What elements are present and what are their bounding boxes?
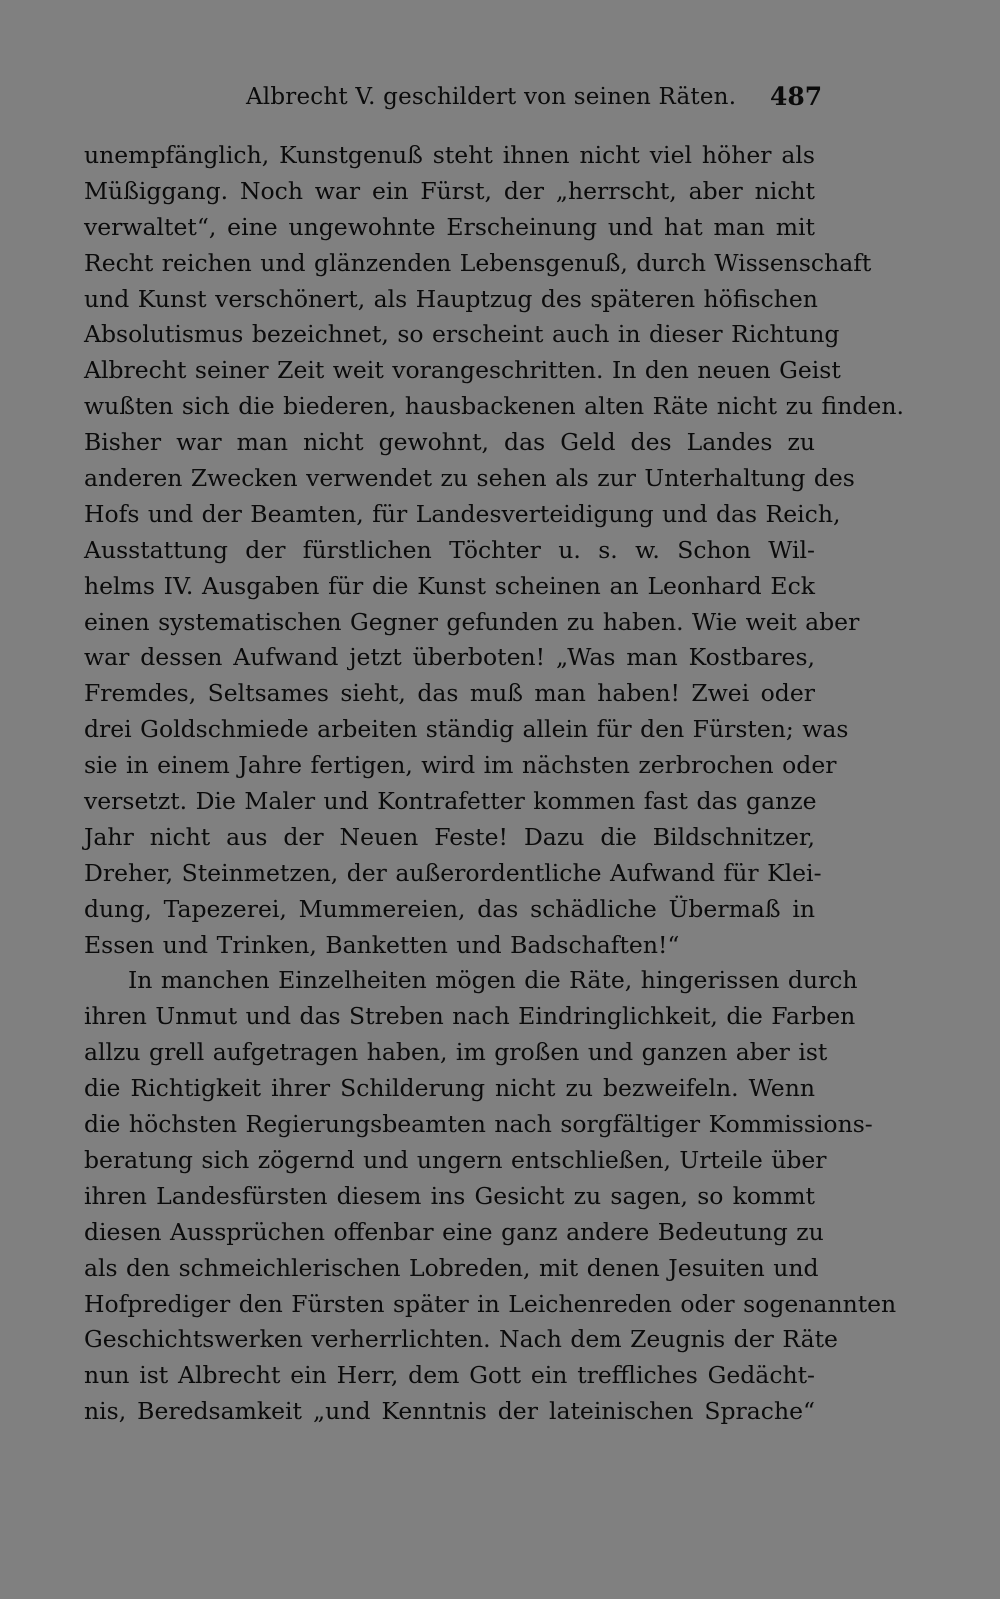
text-line: nun ist Albrecht ein Herr, dem Gott ein treffliches Gedächt- bbox=[84, 1361, 815, 1390]
text-line: diesen Aussprüchen offenbar eine ganz andere Bedeutung zu bbox=[84, 1217, 824, 1246]
text-line: als den schmeichlerischen Lobreden, mit denen Jesuiten und bbox=[84, 1253, 819, 1282]
text-line: dung, Tapezerei, Mummereien, das schädliche Übermaß in bbox=[84, 894, 815, 923]
text-line: sie in einem Jahre fertigen, wird im nächsten zerbrochen oder bbox=[84, 751, 837, 780]
paragraph-end-line: Essen und Trinken, Banketten und Badschaften!“ bbox=[84, 930, 680, 959]
text-line: ihren Landesfürsten diesem ins Gesicht zu sagen, so kommt bbox=[84, 1181, 815, 1210]
body-text bbox=[84, 138, 904, 1430]
paragraph-start-line: In manchen Einzelheiten mögen die Räte, hingerissen durch bbox=[128, 966, 858, 995]
text-line: die Richtigkeit ihrer Schilderung nicht zu bezweifeln. Wenn bbox=[84, 1074, 815, 1103]
text-line: Bisher war man nicht gewohnt, das Geld des Landes zu bbox=[84, 428, 815, 457]
text-line: Hofprediger den Fürsten später in Leichenreden oder sogenannten bbox=[84, 1289, 897, 1318]
text-line: unempfänglich, Kunstgenuß steht ihnen nicht viel höher als bbox=[84, 141, 815, 169]
text-line: Albrecht seiner Zeit weit vorangeschritten. In den neuen Geist bbox=[84, 356, 841, 385]
text-line: verwaltet“, eine ungewohnte Erscheinung und hat man mit bbox=[84, 212, 815, 241]
text-line: helms IV. Ausgaben für die Kunst scheinen an Leonhard Eck bbox=[84, 571, 815, 600]
text-line: die höchsten Regierungsbeamten nach sorgfältiger Kommissions- bbox=[84, 1110, 873, 1139]
text-line: wußten sich die biederen, hausbackenen alten Räte nicht zu finden. bbox=[84, 392, 904, 421]
text-line: Hofs und der Beamten, für Landesverteidigung und das Reich, bbox=[84, 499, 841, 528]
text-line: Dreher, Steinmetzen, der außerordentliche Aufwand für Klei- bbox=[84, 858, 822, 887]
text-line: Recht reichen und glänzenden Lebensgenuß, durch Wissenschaft bbox=[84, 248, 872, 277]
page-number: 487 bbox=[770, 82, 823, 111]
text-line: Ausstattung der fürstlichen Töchter u. s. w. Schon Wil- bbox=[84, 535, 815, 564]
text-line: anderen Zwecken verwendet zu sehen als zur Unterhaltung des bbox=[84, 464, 855, 493]
text-line: nis, Beredsamkeit „und Kenntnis der lateinischen Sprache“ bbox=[84, 1397, 815, 1426]
text-line: drei Goldschmiede arbeiten ständig allein für den Fürsten; was bbox=[84, 715, 849, 744]
text-line: war dessen Aufwand jetzt überboten! „Was man Kostbares, bbox=[84, 643, 815, 672]
text-line: allzu grell aufgetragen haben, im großen und ganzen aber ist bbox=[84, 1038, 828, 1067]
text-line: und Kunst verschönert, als Hauptzug des späteren höfischen bbox=[84, 284, 818, 313]
running-title: Albrecht V. geschildert von seinen Räten. bbox=[246, 84, 737, 110]
text-line: Müßiggang. Noch war ein Fürst, der „herrscht, aber nicht bbox=[84, 176, 815, 205]
text-line: beratung sich zögernd und ungern entschließen, Urteile über bbox=[84, 1145, 827, 1174]
text-line: Geschichtswerken verherrlichten. Nach dem Zeugnis der Räte bbox=[84, 1325, 838, 1354]
text-line: Fremdes, Seltsames sieht, das muß man haben! Zwei oder bbox=[84, 679, 815, 708]
text-line: einen systematischen Gegner gefunden zu haben. Wie weit aber bbox=[84, 607, 860, 636]
text-line: ihren Unmut und das Streben nach Eindringlichkeit, die Farben bbox=[84, 1002, 856, 1031]
text-line: Jahr nicht aus der Neuen Feste! Dazu die Bildschnitzer, bbox=[84, 822, 815, 851]
text-line: Absolutismus bezeichnet, so erscheint auch in dieser Richtung bbox=[84, 320, 840, 349]
text-line: versetzt. Die Maler und Kontrafetter kommen fast das ganze bbox=[84, 787, 817, 816]
